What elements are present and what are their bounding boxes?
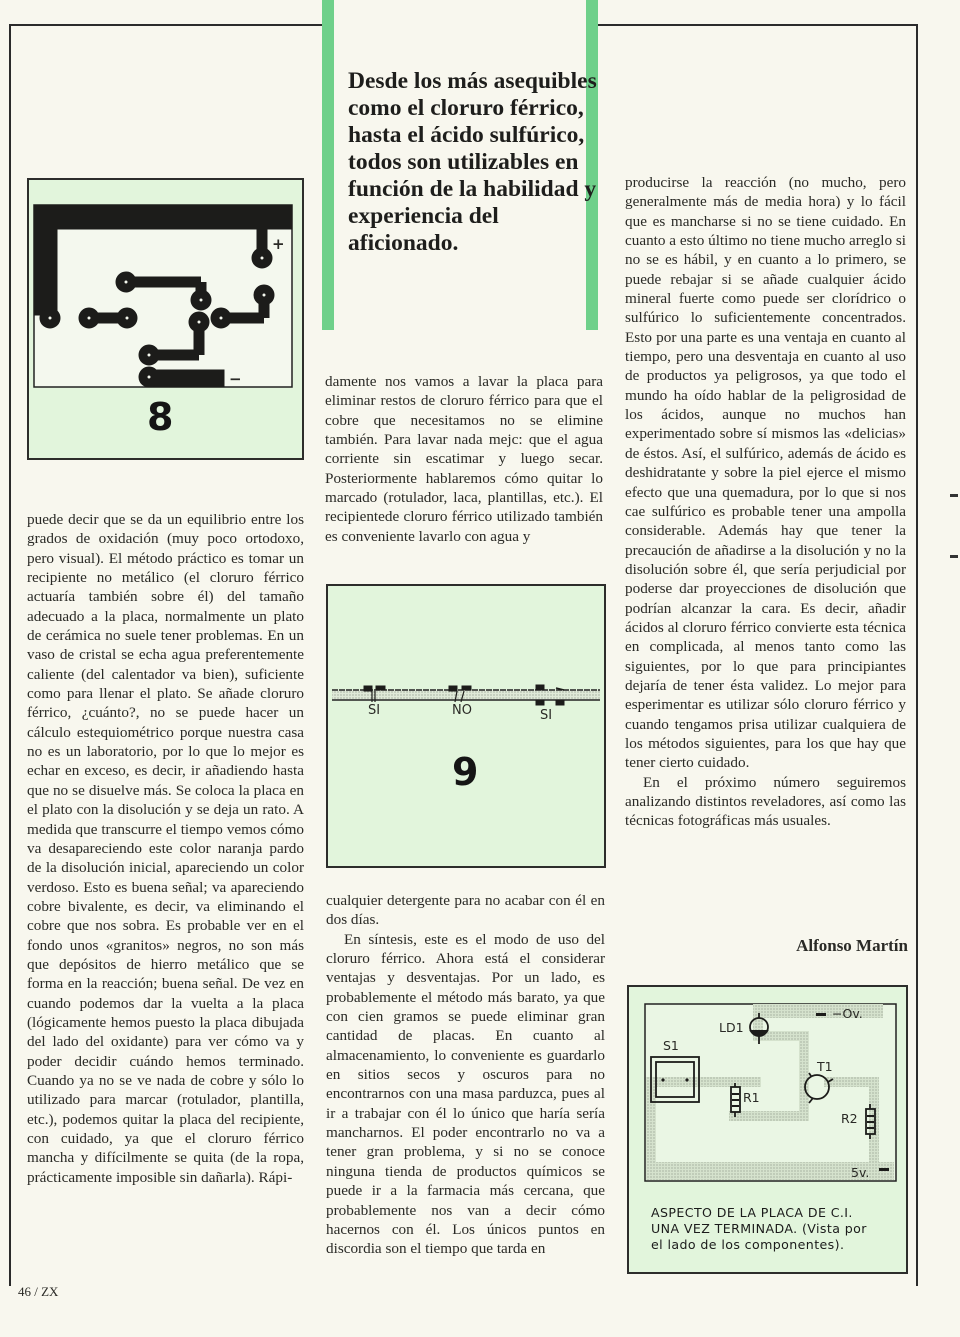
plus-terminal-label: + bbox=[272, 235, 285, 253]
track-left-bus bbox=[34, 205, 57, 315]
caption-line: ASPECTO DE LA PLACA DE C.I. bbox=[651, 1205, 853, 1220]
paragraph: En síntesis, este es el modo de uso del cloruro férrico. Ahora está el considerar ventajas y desventajas. Por un lado, es probablemente el método más barato, ya que con cien gramos se puede eliminar gran cantidad de placas. En cuanto al almacenamiento, lo conveniente es guardarlo en sitios secos y oscuros para no encontrarnos con una masa parduzca, pues al ir a trabajar con él lo único que haría sería mancharnos. El poder encontrarlo no va a tener gran problema, y si no se conoce ninguna tienda de productos químicos se puede ir a la farmacia más cercana, que probablemente nos van a decir cómo hacernos con él. Los únicos puntos en discordia son el tiempo que tarda en bbox=[326, 930, 605, 1258]
frame-rule-left bbox=[9, 24, 11, 1286]
label-s1: S1 bbox=[663, 1038, 679, 1053]
label-ld1: LD1 bbox=[719, 1020, 744, 1035]
label-0v: −Ov. bbox=[832, 1006, 863, 1021]
paragraph: cualquier detergente para no acabar con él en dos días. bbox=[326, 892, 605, 929]
frame-rule-top-right bbox=[598, 24, 918, 26]
caption-line: UNA VEZ TERMINADA. (Vista por bbox=[651, 1221, 867, 1236]
paragraph: producirse la reacción (no mucho, pero generalmente más de media hora) y lo fácil que es mancharse si no se tiene cuidado. En cuanto a esto último no tiene mucho arreglo si no se es hábil, y en cuanto a lo primero, se puede rebajar si se añade cualquier ácido mineral fuerte como puede ser clorídrico o sulfúrico lo suficientemente concentrados. Esto por una parte es una ventaja en cuanto al tiempo, pero una desventaja en cuanto al uso de productos ya peligrosos, ya que todo el mundo ha oído hablar de la peligrosidad de los ácidos, aunque no muchos han experimentado sobre sí mismos las «delicias» de éstos. Así, el sulfúrico, además de ácido es deshidratante y sobre la piel ejerce el mismo efecto que una quemadura, por lo que si nos cae sulfúrico es probable tener una ampolla considerable. Además hay que tener la precaución de añadirse a la disolución y no la disolución sobre él, que sería perjudicial por poderse dar proyecciones de disolución que podrían alcanzar la cara. Es decir, añadir ácidos al cloruro férrico convierte esta técnica en complicada, al menos tanto como las siguientes, por lo que para principiantes dejaría de tener ésta validez. Lo mejor para esperimentar es utilizar sólo cloruro férrico y cuando tengamos prisa utilizar cualquiera de los métodos siguientes, para los que hay que tener cierto cuidado. bbox=[625, 174, 906, 772]
label-5v: 5v. bbox=[851, 1165, 870, 1180]
label-r1: R1 bbox=[743, 1090, 760, 1105]
label-t1: T1 bbox=[817, 1059, 833, 1074]
figure-number: 8 bbox=[147, 395, 174, 439]
terminal-0v bbox=[816, 1013, 826, 1016]
label-si-right: SI bbox=[540, 708, 553, 723]
figure-8 bbox=[27, 178, 304, 460]
pull-quote: Desde los más asequibles como el cloruro férrico, hasta el ácido sulfúrico, todos son utilizables en función de la habilidad y experiencia del aficionado. bbox=[348, 68, 597, 256]
edge-mark bbox=[950, 494, 958, 497]
caption-line: el lado de los componentes). bbox=[651, 1237, 845, 1252]
page-folio: 46 / ZX bbox=[18, 1284, 59, 1299]
label-no: NO bbox=[452, 703, 472, 718]
copper-pad bbox=[449, 686, 457, 691]
paragraph: En el próximo número seguiremos analizando distintos reveladores, así como las técnicas fotográficas más usuales. bbox=[625, 773, 906, 830]
paragraph: damente nos vamos a lavar la placa para eliminar restos de cloruro férrico para que el cobre que necesitamos no se elimine también. Para lavar nada mejc: que el agua corriente sin escatimar y luego secar. Posteriormente hablaremos cómo quitar lo marcado (rotulador, laca, plantillas, etc.). El recipientede cloruro férrico utilizado también es conveniente lavarlo con agua y bbox=[325, 373, 603, 545]
board-outline bbox=[645, 1004, 896, 1181]
text-column-middle-top bbox=[325, 372, 603, 546]
copper-pad bbox=[462, 686, 471, 690]
label-r2: R2 bbox=[841, 1111, 858, 1126]
figure-9 bbox=[326, 584, 606, 868]
author-byline: Alfonso Martín bbox=[796, 936, 908, 955]
figure-caption bbox=[651, 1205, 867, 1253]
track-top-bus bbox=[34, 205, 292, 229]
minus-terminal-label: − bbox=[229, 370, 242, 388]
solder-joint bbox=[556, 700, 564, 705]
solder-joint bbox=[536, 685, 544, 690]
text-column-right bbox=[625, 173, 906, 831]
frame-rule-right bbox=[916, 24, 918, 1286]
pull-quote-bar-left bbox=[322, 0, 334, 330]
cross-section-diagram bbox=[328, 586, 608, 870]
paragraph: puede decir que se da un equilibrio entre los grados de oxidación (muy poco ortodoxo, pero visual). El método práctico es tomar un recipiente no metálico (el cloruro férrico actuaría también sobre él) del tamaño adecuado a la placa, normalmente un plato de cerámica no suele tener problemas. En un vaso de cristal se echa agua preferentemente caliente (del calentador va bien), suficiente como para llenar el plato. Se añade cloruro férrico, ¿cuánto?, no se puede hacer un cálculo estequiométrico porque nuestra casa no es un laboratorio, por lo que lo mejor es echar en exceso, es decir, ir añadiendo hasta que no se disuelve más. Se coloca la placa en el plato con la disolución y se deja un rato. A medida que transcurre el tiempo vemos cómo va desapareciendo este color naranja pardo de la disolución inicial, apareciendo un color verdoso. Esto es buena señal; va apareciendo cobre bivalente, es decir, va eliminando el cobre que nos sobra. Es probable ver en el fondo unos «granitos» negros, no son más que depósitos de hierro metálico que se forma en la reacción; buena señal. De vez en cuando podemos dar la vuelta a la placa (lógicamente hemos puesto la placa dibujada del lado del oxidante) para ver cómo va y poder decidir cuándo hemos terminado. Cuando ya no se ve nada de cobre y sólo lo utilizado para marcar (rotulador, plantilla, etc.), podemos quitar la placa del recipiente, con cuidado, ya que el cloruro férrico mancha y difícilmente se quita (de la ropa, prácticamente imposible sin dañarla). Rápi- bbox=[27, 511, 304, 1186]
terminal-5v bbox=[879, 1168, 889, 1171]
solder-joint bbox=[536, 700, 544, 705]
copper-pad bbox=[364, 686, 372, 691]
text-column-left bbox=[27, 510, 304, 1187]
figure-pcb-components bbox=[627, 985, 908, 1274]
figure-number: 9 bbox=[452, 750, 479, 794]
frame-rule-top-left bbox=[9, 24, 322, 26]
copper-pad bbox=[376, 686, 385, 690]
text-column-middle-bottom bbox=[326, 891, 605, 1259]
track-bottom bbox=[149, 370, 224, 387]
edge-mark bbox=[950, 555, 958, 558]
label-si-left: SI bbox=[368, 703, 381, 718]
